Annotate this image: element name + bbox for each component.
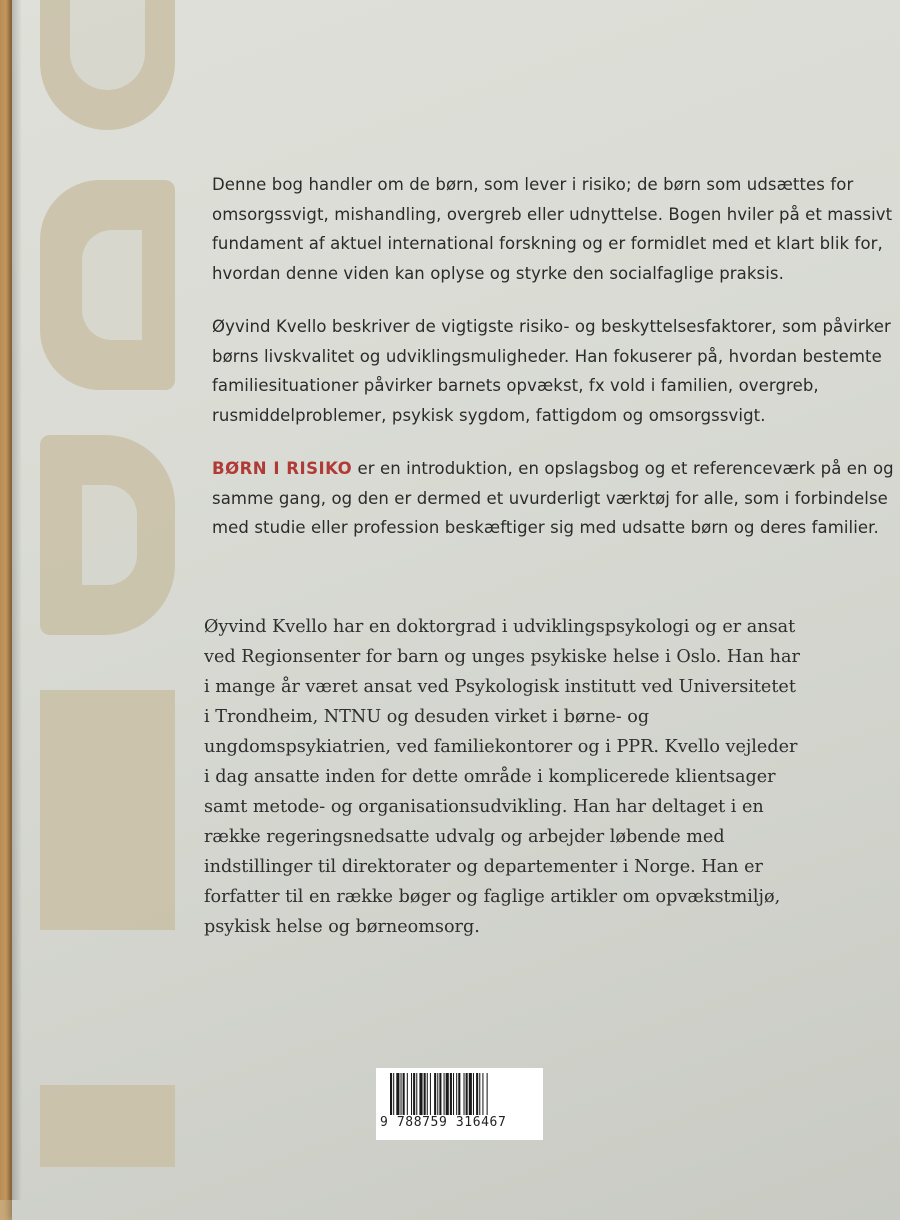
isbn-barcode bbox=[376, 1068, 543, 1140]
book-title-highlight: BØRN I RISIKO bbox=[212, 459, 353, 478]
decorative-background-letters bbox=[12, 0, 212, 1190]
author-bio-text: Øyvind Kvello har en doktorgrad i udviklingspsykologi og er ansat ved Regionsenter for barn og unges psykiske helse i Oslo. Han har i mange år været ansat ved Psykologisk institutt ved Universitetet i Trondheim, NTNU og desuden virket i børne- og ungdomspsykiatrien, ved familiekontorer og i PPR. Kvello vejleder i dag ansatte inden for dette område i komplicerede klientsager samt metode- og organisationsudvikling. Han har deltaget i en række regeringsnedsatte udvalg og arbejder løbende med indstillinger til direktorater og departementer i Norge. Han er forfatter til en række bøger og faglige artikler om opvækstmiljø, psykisk helse og børneomsorg. bbox=[204, 617, 800, 937]
description-paragraph-1: Denne bog handler om de børn, som lever i risiko; de børn som udsættes for omsorgssvigt, mishandling, overgreb eller udnyttelse. Bogen hviler på et massivt fundament af aktuel international forskning og er formidlet med et klart blik for, hvordan denne viden kan oplyse og styrke den socialfaglige praksis. bbox=[212, 175, 893, 283]
description-paragraph-2: Øyvind Kvello beskriver de vigtigste risiko- og beskyttelsesfaktorer, som påvirker børns livskvalitet og udviklingsmuligheder. Han fokuserer på, hvordan bestemte familiesituationer påvirker barnets opvækst, fx vold i familien, overgreb, rusmiddelproblemer, psykisk sygdom, fattigdom og omsorgssvigt. bbox=[212, 317, 891, 425]
isbn-number: 9 788759 316467 bbox=[380, 1115, 507, 1130]
description-paragraph-3 bbox=[212, 454, 900, 543]
description-paragraph-3-text: er en introduktion, en opslagsbog og et referenceværk på en og samme gang, og den er dermed et uvurderligt værktøj for alle, som i forbindelse med studie eller profession beskæftiger sig med udsatte børn og deres familier. bbox=[212, 459, 894, 537]
author-biography bbox=[204, 612, 804, 942]
book-description bbox=[212, 170, 900, 567]
spine-shadow bbox=[12, 0, 22, 1200]
book-back-cover bbox=[12, 0, 900, 1220]
barcode-icon bbox=[390, 1073, 530, 1115]
